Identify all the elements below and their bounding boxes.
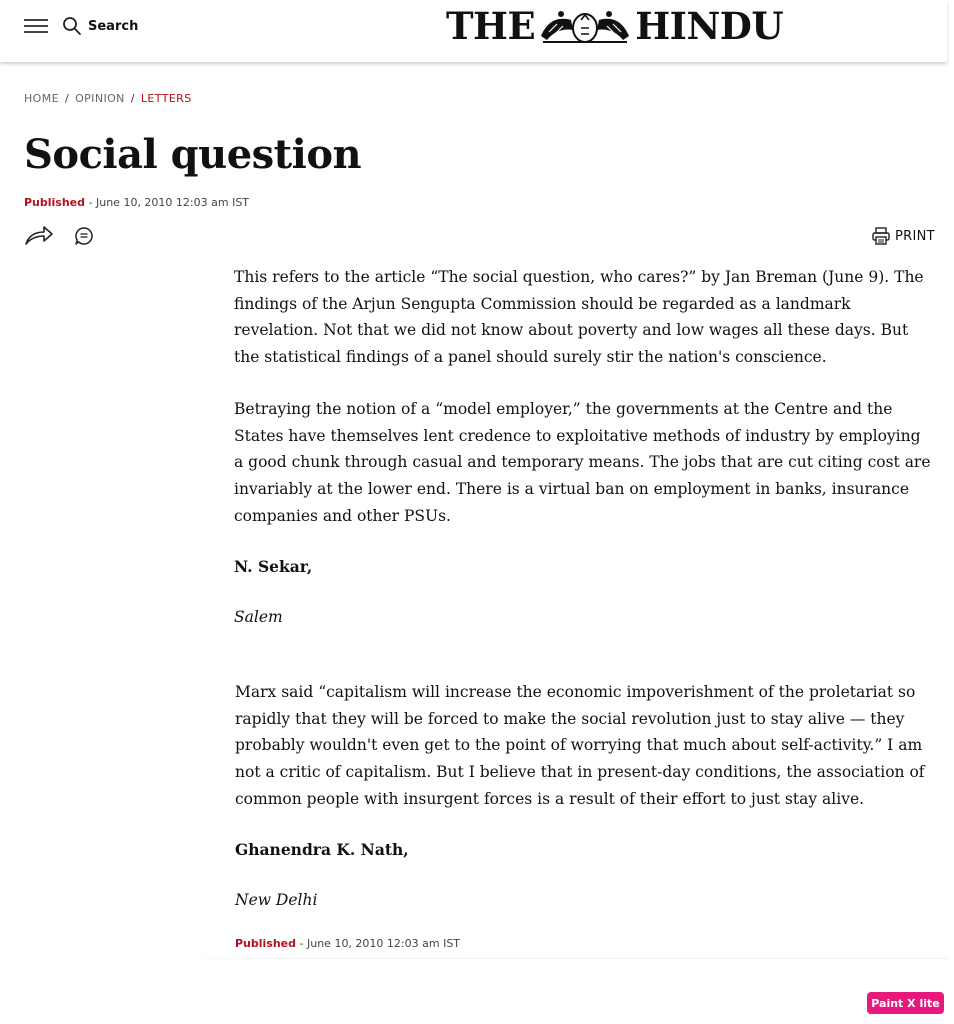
breadcrumb-opinion[interactable]: OPINION xyxy=(75,92,125,105)
article-divider xyxy=(150,958,947,959)
printer-icon xyxy=(871,226,891,246)
site-logo[interactable] xyxy=(446,4,822,48)
breadcrumb-home[interactable]: HOME xyxy=(24,92,59,105)
letter-1-paragraph-2: Betraying the notion of a “model employer,” the governments at the Centre and the States have themselves lent credence to exploitative methods of industry by employing a good chunk through casual and temporary means. The jobs that are cut citing cost are invariably at the lower end. There is a virtual ban on employment in banks, insurance companies and other PSUs. xyxy=(234,400,931,525)
search-label: Search xyxy=(88,18,139,34)
logo-text-left: THE xyxy=(446,4,536,48)
site-header xyxy=(0,0,947,62)
search-button[interactable] xyxy=(62,14,138,38)
letter-1-paragraph-1: This refers to the article “The social question, who cares?” by Jan Breman (June 9). The findings of the Arjun Sengupta Commission should be regarded as a landmark revelation. Not that we did not know about poverty and low wages all these days. But the statistical findings of a panel should surely stir the nation's conscience. xyxy=(234,268,924,367)
letter-2-paragraph-1: Marx said “capitalism will increase the economic impoverishment of the proletariat so rapidly that they will be forced to make the social revolution just to stay alive — they probably wouldn't even get to the point of worrying that much about self-activity.” I am not a critic of capitalism. But I believe that in present-day conditions, the association of common people with insurgent forces is a result of their effort to just stay alive. xyxy=(235,683,925,808)
print-label: PRINT xyxy=(895,228,935,244)
paint-x-lite-badge[interactable]: Paint X lite xyxy=(867,992,944,1014)
hamburger-menu-icon[interactable] xyxy=(24,18,48,34)
breadcrumb-separator: / xyxy=(64,92,70,105)
published-date: - June 10, 2010 12:03 am IST xyxy=(296,937,461,950)
page-title: Social question xyxy=(24,131,362,178)
breadcrumb-separator: / xyxy=(130,92,135,105)
letter-1-signature-place: Salem xyxy=(234,608,283,626)
letter-1-signature-name: N. Sekar, xyxy=(234,557,313,576)
published-info-bottom xyxy=(235,937,460,950)
published-label: Published xyxy=(235,937,297,950)
print-button[interactable] xyxy=(871,225,935,247)
comment-icon[interactable] xyxy=(74,226,94,246)
logo-text-right: HINDU xyxy=(635,4,784,48)
emblem-icon xyxy=(537,6,633,46)
published-label: Published xyxy=(24,196,86,209)
published-date: - June 10, 2010 12:03 am IST xyxy=(85,196,250,209)
breadcrumb-letters[interactable]: LETTERS xyxy=(140,92,192,105)
letter-2-signature-place: New Delhi xyxy=(235,891,318,909)
breadcrumb xyxy=(24,92,192,105)
share-icon[interactable] xyxy=(24,224,54,246)
search-icon xyxy=(62,16,82,36)
published-info-top xyxy=(24,196,249,209)
letter-2-signature-name: Ghanendra K. Nath, xyxy=(235,840,409,859)
